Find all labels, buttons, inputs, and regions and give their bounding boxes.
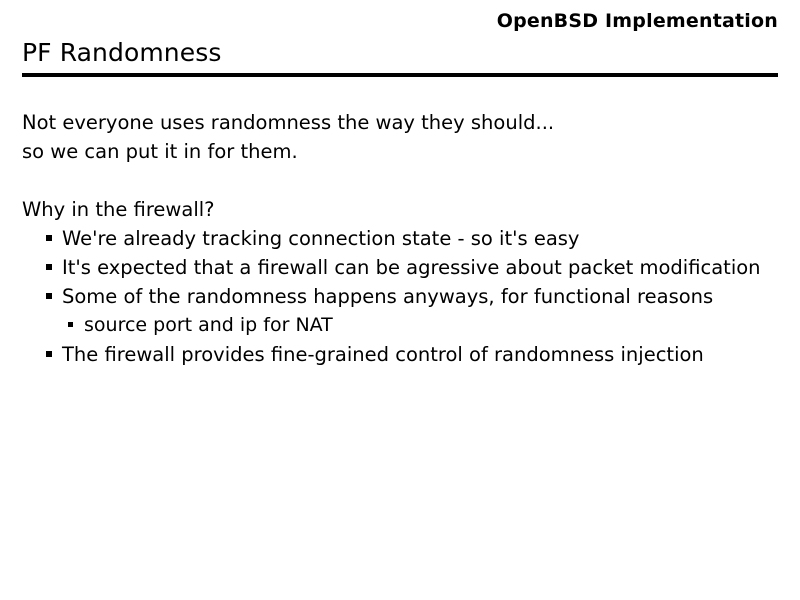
square-bullet-icon: [68, 322, 73, 327]
list-item-sub: [22, 311, 778, 340]
intro-line-1: Not everyone uses randomness the way they should...: [22, 111, 555, 134]
slide-body: [22, 108, 778, 369]
title-divider: [22, 73, 778, 77]
list-item-label: It's expected that a firewall can be agressive about packet modification: [62, 256, 761, 279]
body-spacer: [22, 166, 778, 195]
section-question: Why in the firewall?: [22, 198, 215, 221]
page-title: PF Randomness: [22, 38, 222, 67]
square-bullet-icon: [46, 235, 52, 241]
list-item: [22, 224, 778, 253]
square-bullet-icon: [46, 293, 52, 299]
list-item-label: The firewall provides fine-grained control of randomness injection: [62, 343, 704, 366]
bullet-list: [22, 224, 778, 369]
list-item-label: We're already tracking connection state - so it's easy: [62, 227, 580, 250]
list-item-label: Some of the randomness happens anyways, for functional reasons: [62, 285, 714, 308]
square-bullet-icon: [46, 351, 52, 357]
slide-header-subject: OpenBSD Implementation: [496, 10, 778, 32]
list-item-label: source port and ip for NAT: [84, 314, 333, 336]
list-item: [22, 282, 778, 311]
list-item: [22, 340, 778, 369]
intro-line-2: so we can put it in for them.: [22, 140, 298, 163]
square-bullet-icon: [46, 264, 52, 270]
list-item: [22, 253, 778, 282]
